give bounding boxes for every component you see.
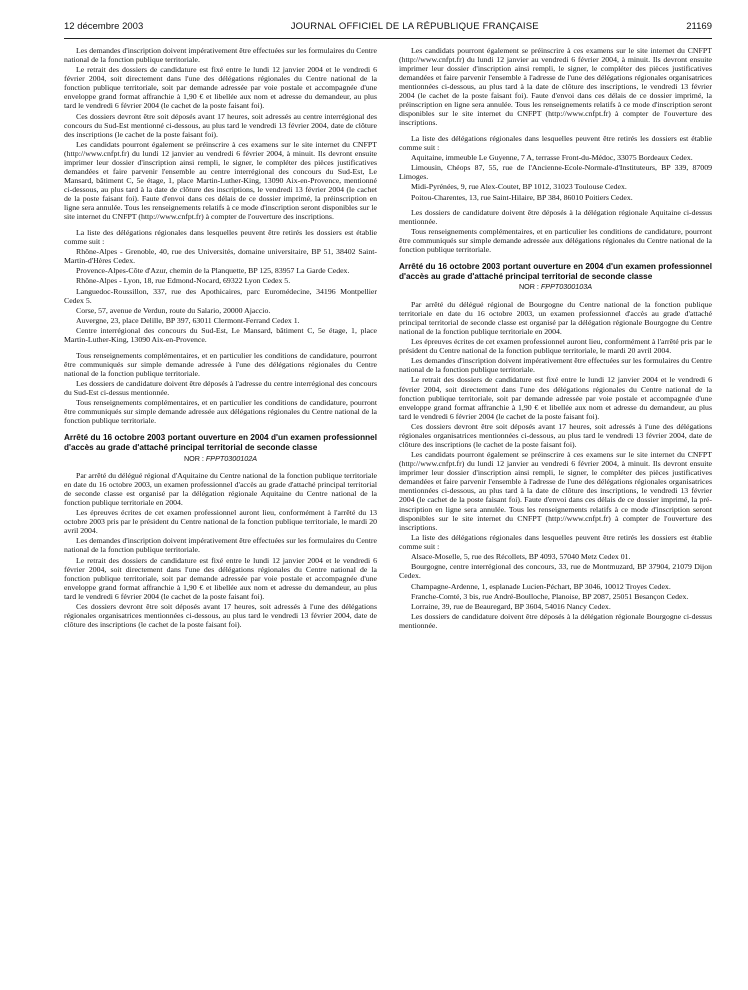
delegation-item: Poitou-Charentes, 13, rue Saint-Hilaire, BP 384, 86010 Poitiers Cedex. (411, 192, 633, 202)
header-rule (64, 38, 712, 39)
header-page-number: 21169 (686, 20, 712, 32)
paragraph: Les demandes d'inscription doivent impérativement être effectuées sur les formulaires du Centre national de la fonction publique territoriale. (64, 46, 377, 65)
paragraph: Ces dossiers devront être soit déposés avant 17 heures, soit adressés à l'une des délégations régionales organisatrices mentionnées ci-dessous, au plus tard le vendredi 13 février 2004, date de clôture des inscriptions (le cachet de la poste faisant foi). (64, 602, 377, 630)
delegation-item: Languedoc-Roussillon, 337, rue des Apothicaires, parc Euromédecine, 34196 Montpellier Cedex 5. (64, 286, 377, 305)
paragraph: Tous renseignements complémentaires, et en particulier les conditions de candidature, pourront être communiqués sur simple demande adressée aux délégations régionales du Centre national de la fonction publique territoriale. (64, 398, 377, 426)
delegation-item: Centre interrégional des concours du Sud-Est, Le Mansard, bâtiment C, 5e étage, 1, place Martin-Luther-King, 13090 Aix-en-Provence. (64, 326, 377, 345)
paragraph: Le retrait des dossiers de candidature est fixé entre le lundi 12 janvier 2004 et le vendredi 6 février 2004, soit directement dans l'une des délégations régionales du Centre national de la fonction publique territoriale, soit par demande adressée par voie postale et accompagnée d'une enveloppe grand format affranchie à 1,90 € et libellée aux nom et adresse du demandeur, au plus tard le vendredi 6 février 2004 (le cachet de la poste faisant foi). (64, 65, 377, 111)
nor-reference (64, 454, 377, 463)
delegation-item: Corse, 57, avenue de Verdun, route du Salario, 20000 Ajaccio. (76, 305, 271, 315)
paragraph: Les dossiers de candidature doivent être déposés à l'adresse du centre interrégional des concours du Sud-Est ci-dessus mentionnée. (64, 379, 377, 398)
list-intro: La liste des délégations régionales dans lesquelles peuvent être retirés les dossiers est établie comme suit : (399, 133, 712, 152)
nor-code: FPPT0300102A (205, 453, 258, 463)
delegation-item: Rhône-Alpes - Lyon, 18, rue Edmond-Nocard, 69322 Lyon Cedex 5. (76, 276, 291, 286)
paragraph: Les épreuves écrites de cet examen professionnel auront lieu, conformément à l'arrêté du 13 octobre 2003 pris par le président du Centre national de la fonction publique territoriale, le mardi 20 avril 2004. (64, 508, 377, 536)
paragraph: Le retrait des dossiers de candidature est fixé entre le lundi 12 janvier 2004 et le vendredi 6 février 2004, soit directement dans l'une des délégations régionales du Centre national de la fonction publique territoriale, soit par demande adressée par voie postale et accompagnée d'une enveloppe grand format affranchie à 1,90 € et libellée aux nom et adresse du demandeur, au plus tard le vendredi 6 février 2004 (le cachet de la poste faisant foi). (399, 375, 712, 421)
paragraph: Les demandes d'inscription doivent impérativement être effectuées sur les formulaires du Centre national de la fonction publique territoriale. (64, 536, 377, 555)
nor-label: NOR : (518, 282, 541, 292)
delegation-item: Limousin, Chéops 87, 55, rue de l'Ancienne-Ecole-Normale-d'Instituteurs, BP 339, 87009 Limoges. (399, 163, 712, 182)
paragraph: Tous renseignements complémentaires, et en particulier les conditions de candidature, pourront être communiqués sur simple demande adressée à l'une des délégations régionales du Centre national de la fonction publique territoriale. (64, 350, 377, 378)
article-title: Arrêté du 16 octobre 2003 portant ouverture en 2004 d'un examen professionnel d'accès au grade d'attaché principal territorial de seconde classe (399, 262, 712, 281)
delegation-item: Bourgogne, centre interrégional des concours, 33, rue de Montmuzard, BP 37904, 21079 Dijon Cedex. (399, 562, 712, 581)
paragraph: Les candidats pourront également se préinscrire à ces examens sur le site internet du CNFPT (http://www.cnfpt.fr) du lundi 12 janvier au vendredi 6 février 2004, à minuit. Ils devront ensuite imprimer leur dossier d'inscription ainsi rempli, le signer, le compléter des pièces justificatives demandées et faire parvenir l'ensemble à l'adresse de l'une des délégations régionales organisatrices mentionnées ci-dessous, au plus tard à la date de clôture des inscriptions, le vendredi 13 février 2004 (le cachet de la poste faisant foi). Faute d'envoi dans ces délais de ce dossier imprimé, la pré-inscription en ligne sera annulée. Tous les renseignements relatifs à ce mode d'inscription seront disponibles sur le site internet du CNFPT (http://www.cnfpt.fr) à compter de l'ouverture des inscriptions. (399, 450, 712, 532)
list-intro: La liste des délégations régionales dans lesquelles peuvent être retirés les dossiers est établie comme suit : (399, 532, 712, 551)
paragraph: Les dossiers de candidature doivent être déposés à la délégation régionale Aquitaine ci-dessus mentionnée. (399, 207, 712, 226)
delegation-item: Franche-Comté, 3 bis, rue André-Boulloche, Planoise, BP 2087, 25051 Besançon Cedex. (411, 591, 689, 601)
paragraph: Ces dossiers devront être soit déposés avant 17 heures, soit adressés au centre interrégional des concours du Sud-Est mentionné ci-dessous, au plus tard le vendredi 13 février 2004, date de clôture des inscriptions (le cachet de la poste faisant foi). (64, 111, 377, 139)
header-title: JOURNAL OFFICIEL DE LA RÉPUBLIQUE FRANÇAISE (290, 20, 539, 32)
nor-reference (399, 282, 712, 291)
paragraph: Les dossiers de candidature doivent être déposés à la délégation régionale Bourgogne ci-dessus mentionnée. (399, 612, 712, 631)
delegation-item: Alsace-Moselle, 5, rue des Récollets, BP 4093, 57040 Metz Cedex 01. (411, 552, 631, 562)
delegation-item: Lorraine, 39, rue de Beauregard, BP 3604, 54016 Nancy Cedex. (411, 602, 611, 612)
paragraph: Les candidats pourront également se préinscrire à ces examens sur le site internet du CNFPT (http://www.cnfpt.fr) du lundi 12 janvier au vendredi 6 février 2004, à minuit. Ils devront ensuite imprimer leur dossier d'inscription ainsi rempli, le signer, le compléter des pièces justificatives demandées et faire parvenir l'ensemble à l'adresse de l'une des délégations régionales organisatrices mentionnées ci-dessous, au plus tard à la date de clôture des inscriptions, le vendredi 13 février 2004 (le cachet de la poste faisant foi). Faute d'envoi dans ces délais de ce dossier imprimé, la préinscription en ligne sera annulée. Tous les renseignements relatifs à ce mode d'inscription seront disponibles sur le site internet du CNFPT (http://www.cnfpt.fr) à compter de l'ouverture des inscriptions. (399, 46, 712, 128)
list-intro: La liste des délégations régionales dans lesquelles peuvent être retirés les dossiers est établie comme suit : (64, 227, 377, 246)
delegation-item: Rhône-Alpes - Grenoble, 40, rue des Universités, domaine universitaire, BP 51, 38402 Saint-Martin-d'Hères Cedex. (64, 246, 377, 265)
columns (64, 46, 712, 984)
left-column (64, 46, 377, 984)
paragraph: Tous renseignements complémentaires, et en particulier les conditions de candidature, pourront être communiqués sur simple demande adressée aux délégations régionales du Centre national de la fonction publique territoriale. (399, 227, 712, 255)
paragraph: Par arrêté du délégué régional d'Aquitaine du Centre national de la fonction publique territoriale en date du 16 octobre 2003, un examen professionnel d'accès au grade d'attaché principal territorial de seconde classe est organisé par la délégation régionale Aquitaine du Centre national de la fonction publique territoriale en 2004. (64, 470, 377, 507)
delegation-item: Provence-Alpes-Côte d'Azur, chemin de la Planquette, BP 125, 83957 La Garde Cedex. (76, 266, 350, 276)
header-date: 12 décembre 2003 (64, 20, 144, 32)
nor-code: FPPT0300103A (540, 282, 593, 292)
paragraph: Le retrait des dossiers de candidature est fixé entre le lundi 12 janvier 2004 et le vendredi 6 février 2004, soit directement dans l'une des délégations régionales du Centre national de la fonction publique territoriale, soit par demande adressée par voie postale et accompagnée d'une enveloppe grand format affranchie à 1,90 € et libellée aux nom et adresse du demandeur, au plus tard le vendredi 6 février 2004 (le cachet de la poste faisant foi). (64, 555, 377, 601)
paragraph: Par arrêté du délégué régional de Bourgogne du Centre national de la fonction publique territoriale en date du 16 octobre 2003, un examen professionnel d'accès au grade d'attaché principal territorial de seconde classe est organisé par la délégation régionale Bourgogne du Centre national de la fonction publique territoriale en 2004. (399, 299, 712, 336)
delegation-item: Aquitaine, immeuble Le Guyenne, 7 A, terrasse Front-du-Médoc, 33075 Bordeaux Cedex. (411, 152, 693, 162)
paragraph: Les candidats pourront également se préinscrire à ces examens sur le site internet du CNFPT (http://www.cnfpt.fr) du lundi 12 janvier au vendredi 6 février 2004, à minuit. Ils devront ensuite imprimer leur dossier d'inscription ainsi rempli, le signer, le compléter des pièces justificatives demandées et faire parvenir l'ensemble au centre interrégional des concours du Sud-Est, Le Mansard, bâtiment C, 5e étage, 1, place Martin-Luther-King, 13090 Aix-en-Provence, mentionné ci-dessous, au plus tard à la date de clôture des inscriptions, le vendredi 13 février 2004 (le cachet de la poste faisant foi). Faute d'envoi dans ces délais de ce dossier imprimé, la préinscription en ligne sera annulée. Tous les renseignements relatifs à ce mode d'inscription seront disponibles sur le site internet du CNFPT (http://www.cnfpt.fr) à compter de l'ouverture des inscriptions. (64, 140, 377, 222)
paragraph: Ces dossiers devront être soit déposés avant 17 heures, soit adressés à l'une des délégations régionales organisatrices mentionnées ci-dessous, au plus tard le vendredi 13 février 2004, date de clôture des inscriptions (le cachet de la poste faisant foi). (399, 421, 712, 449)
paragraph: Les demandes d'inscription doivent impérativement être effectuées sur les formulaires du Centre national de la fonction publique territoriale. (399, 356, 712, 375)
page-header (64, 18, 712, 34)
delegation-item: Auvergne, 23, place Delille, BP 397, 63011 Clermont-Ferrand Cedex 1. (76, 316, 300, 326)
delegation-item: Champagne-Ardenne, 1, esplanade Lucien-Péchart, BP 3046, 10012 Troyes Cedex. (411, 581, 671, 591)
article-title: Arrêté du 16 octobre 2003 portant ouverture en 2004 d'un examen professionnel d'accès au grade d'attaché principal territorial de seconde classe (64, 433, 377, 453)
nor-label: NOR : (183, 453, 206, 463)
paragraph: Les épreuves écrites de cet examen professionnel auront lieu, conformément à l'arrêté pris par le président du Centre national de la fonction publique territoriale, le mardi 20 avril 2004. (399, 336, 712, 355)
delegation-item: Midi-Pyrénées, 9, rue Alex-Coutet, BP 1012, 31023 Toulouse Cedex. (411, 182, 627, 192)
right-column (399, 46, 712, 984)
